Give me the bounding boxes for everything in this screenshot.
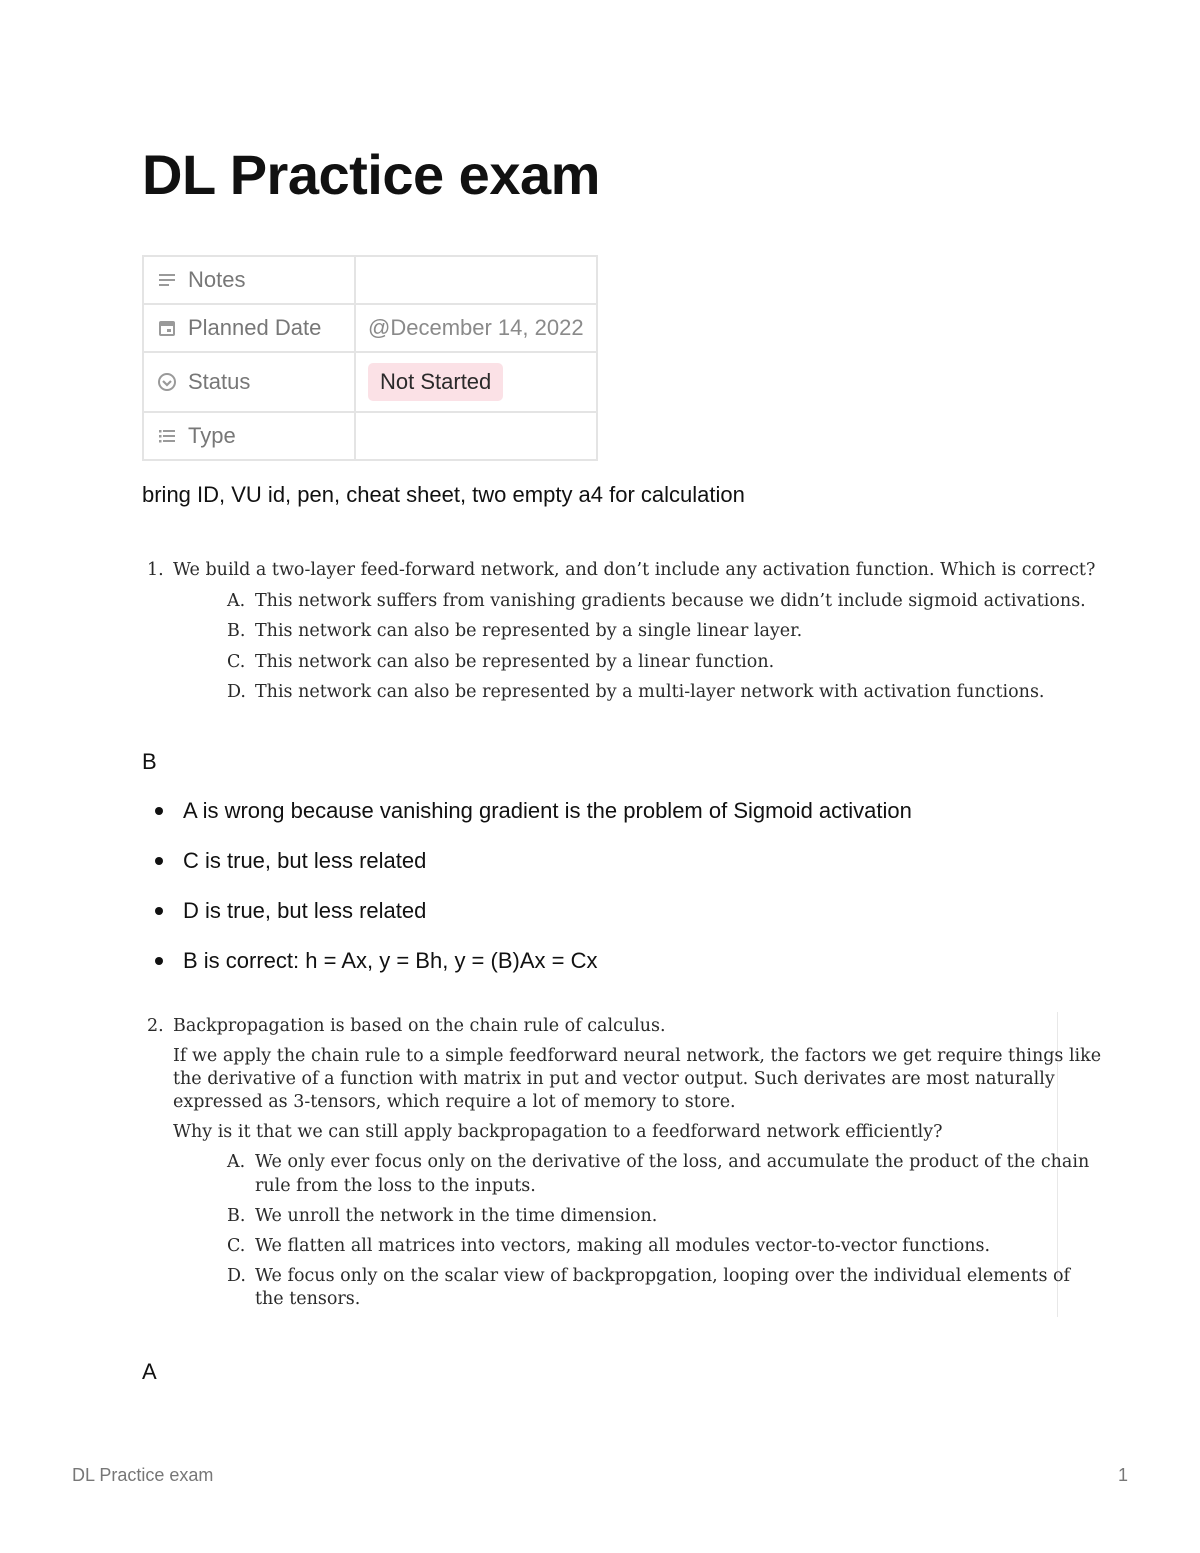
question-2-number: 2. <box>147 1016 164 1036</box>
status-icon <box>156 371 178 393</box>
list-icon <box>156 425 178 447</box>
answer-1: B <box>142 749 157 774</box>
question-2-text: Backpropagation is based on the chain rule of calculus. <box>173 1016 666 1036</box>
bullet-icon <box>155 807 163 815</box>
property-row-planned-date <box>143 304 597 352</box>
list-item: C is true, but less related <box>155 845 912 895</box>
property-name-notes: Notes <box>188 267 246 292</box>
property-value-notes[interactable] <box>355 256 597 304</box>
question-1-number: 1. <box>147 560 164 580</box>
calendar-icon <box>156 317 178 339</box>
status-badge[interactable]: Not Started <box>368 363 503 401</box>
question-2-paragraph-line: expressed as 3-tensors, which require a lot of memory to store. <box>173 1092 736 1112</box>
property-value-planned-date[interactable]: @December 14, 2022 <box>355 304 597 352</box>
list-item: B is correct: h = Ax, y = Bh, y = (B)Ax = Cx <box>155 945 912 995</box>
list-item: D is true, but less related <box>155 895 912 945</box>
bullet-icon <box>155 857 163 865</box>
property-name-type: Type <box>188 423 236 448</box>
notes-icon <box>156 269 178 291</box>
property-name-planned-date: Planned Date <box>188 315 322 340</box>
footer-title: DL Practice exam <box>72 1465 214 1485</box>
page-number: 1 <box>1118 1465 1129 1485</box>
answer-2: A <box>142 1359 157 1384</box>
question-2-prompt: Why is it that we can still apply backpropagation to a feedforward network efficiently? <box>173 1122 943 1142</box>
list-item: A is wrong because vanishing gradient is the problem of Sigmoid activation <box>155 795 912 845</box>
explanation-list <box>155 795 912 995</box>
page-title: DL Practice exam <box>142 143 600 206</box>
property-row-notes <box>143 256 597 304</box>
property-row-type <box>143 412 597 460</box>
property-row-status <box>143 352 597 412</box>
bullet-icon <box>155 957 163 965</box>
property-value-type[interactable] <box>355 412 597 460</box>
properties-table <box>142 255 598 461</box>
bullet-icon <box>155 907 163 915</box>
question-2-paragraph-line: If we apply the chain rule to a simple feedforward neural network, the factors we get require things like <box>173 1046 1102 1066</box>
exam-note: bring ID, VU id, pen, cheat sheet, two empty a4 for calculation <box>142 482 745 507</box>
question-2-option-d-continued: the tensors. <box>255 1289 361 1309</box>
question-1-text: We build a two-layer feed-forward network, and don’t include any activation function. Which is correct? <box>173 560 1096 580</box>
property-name-status: Status <box>188 369 251 394</box>
question-2-option-a-continued: rule from the loss to the inputs. <box>255 1176 536 1196</box>
question-2-paragraph-line: the derivative of a function with matrix in put and vector output. Such derivates are most naturally <box>173 1069 1055 1089</box>
